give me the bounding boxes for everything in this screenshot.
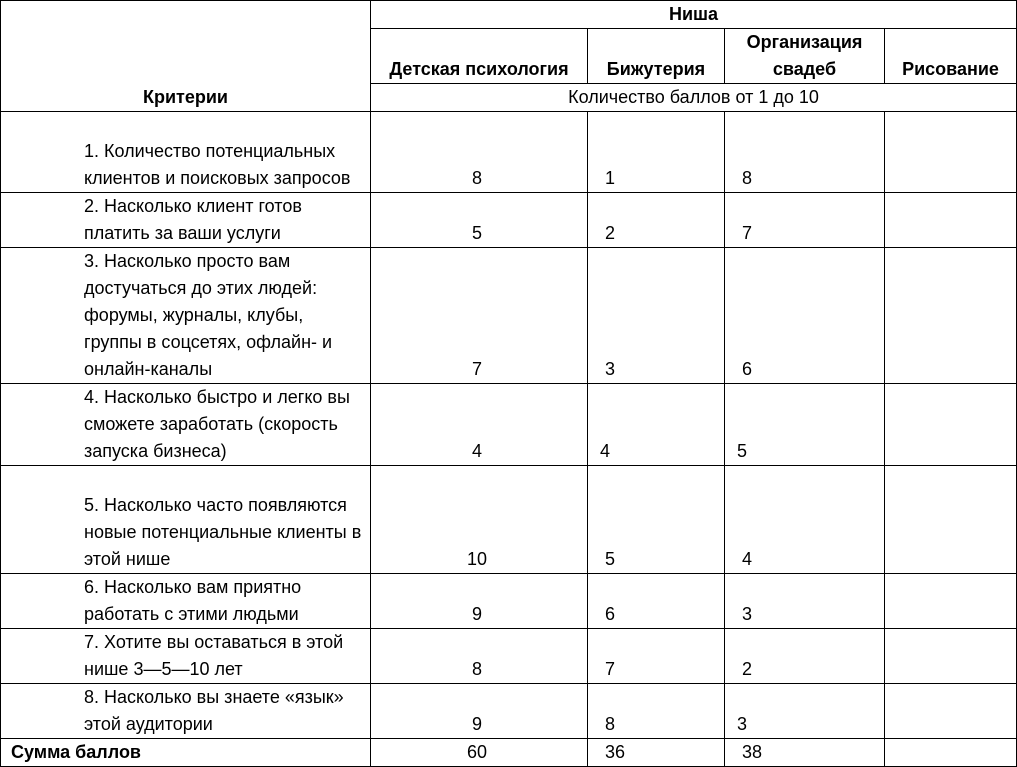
criterion-cell: 7. Хотите вы оставаться в этой нише 3—5—10 лет <box>1 629 371 684</box>
score-cell: 5 <box>371 193 588 248</box>
score-cell: 5 <box>588 466 725 574</box>
criterion-cell: 2. Насколько клиент готов платить за ваши услуги <box>1 193 371 248</box>
score-cell <box>885 684 1017 739</box>
scale-note: Количество баллов от 1 до 10 <box>371 84 1017 112</box>
score-cell: 8 <box>371 629 588 684</box>
score-cell: 3 <box>725 574 885 629</box>
score-cell: 6 <box>588 574 725 629</box>
score-cell: 4 <box>588 384 725 466</box>
score-cell: 3 <box>588 248 725 384</box>
score-cell <box>885 574 1017 629</box>
table-row <box>1 193 1017 248</box>
criterion-cell: 5. Насколько часто появляются новые потенциальные клиенты в этой нише <box>1 466 371 574</box>
score-cell <box>885 466 1017 574</box>
table-row <box>1 112 1017 193</box>
total-score-cell: 36 <box>588 739 725 767</box>
score-cell: 7 <box>371 248 588 384</box>
column-header-wedding-planning: Организация свадеб <box>725 29 885 84</box>
criterion-cell: 3. Насколько просто вам достучаться до этих людей: форумы, журналы, клубы, группы в соцсетях, офлайн- и онлайн-каналы <box>1 248 371 384</box>
score-cell <box>885 384 1017 466</box>
score-cell: 2 <box>588 193 725 248</box>
table-row <box>1 466 1017 574</box>
criteria-header: Критерии <box>1 1 371 112</box>
criterion-cell: 4. Насколько быстро и легко вы сможете заработать (скорость запуска бизнеса) <box>1 384 371 466</box>
criterion-cell: 6. Насколько вам приятно работать с этими людьми <box>1 574 371 629</box>
score-cell <box>885 112 1017 193</box>
score-cell: 2 <box>725 629 885 684</box>
score-cell <box>885 248 1017 384</box>
total-row <box>1 739 1017 767</box>
score-cell <box>885 193 1017 248</box>
niche-header: Ниша <box>371 1 1017 29</box>
score-cell: 10 <box>371 466 588 574</box>
score-cell: 7 <box>588 629 725 684</box>
total-label: Сумма баллов <box>1 739 371 767</box>
score-cell: 8 <box>371 112 588 193</box>
score-cell: 6 <box>725 248 885 384</box>
criterion-cell: 8. Насколько вы знаете «язык» этой аудитории <box>1 684 371 739</box>
total-score-cell <box>885 739 1017 767</box>
score-cell <box>885 629 1017 684</box>
score-cell: 7 <box>725 193 885 248</box>
score-cell: 8 <box>588 684 725 739</box>
total-score-cell: 60 <box>371 739 588 767</box>
table-row <box>1 684 1017 739</box>
score-cell: 4 <box>725 466 885 574</box>
score-cell: 4 <box>371 384 588 466</box>
table-row <box>1 629 1017 684</box>
column-header-jewelry: Бижутерия <box>588 29 725 84</box>
table-row <box>1 248 1017 384</box>
score-cell: 3 <box>725 684 885 739</box>
column-header-drawing: Рисование <box>885 29 1017 84</box>
total-score-cell: 38 <box>725 739 885 767</box>
table-row <box>1 574 1017 629</box>
score-cell: 1 <box>588 112 725 193</box>
score-cell: 5 <box>725 384 885 466</box>
score-cell: 9 <box>371 684 588 739</box>
score-cell: 8 <box>725 112 885 193</box>
table-row <box>1 384 1017 466</box>
score-cell: 9 <box>371 574 588 629</box>
criterion-cell: 1. Количество потенциальных клиентов и поисковых запросов <box>1 112 371 193</box>
column-header-child-psychology: Детская психология <box>371 29 588 84</box>
